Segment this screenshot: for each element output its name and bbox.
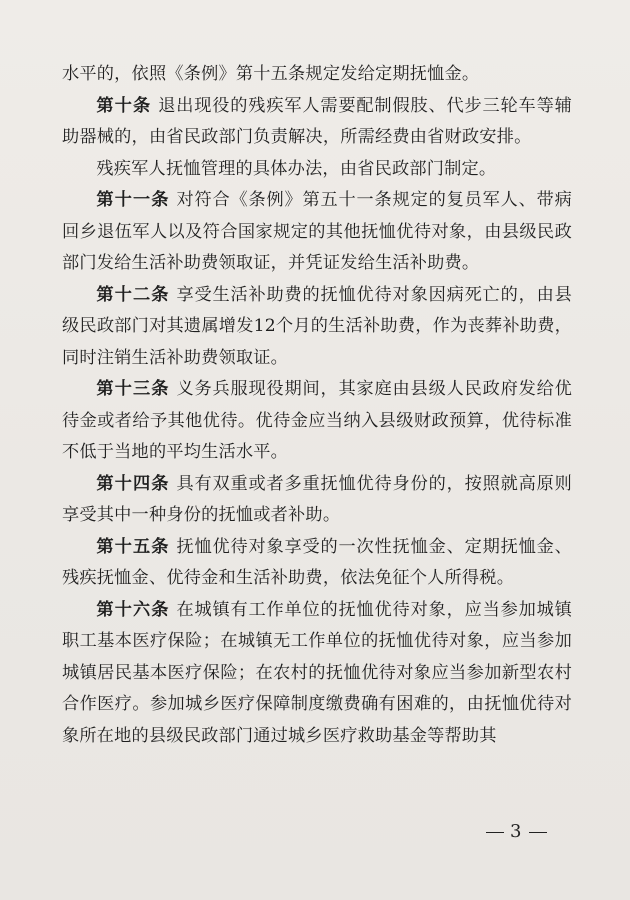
dash-left-icon [486, 832, 504, 833]
article-heading: 第十六条 [96, 599, 170, 620]
article-text: 抚恤优待对象享受的一次性抚恤金、定期抚恤金、残疾抚恤金、优待金和生活补助费，依法免征个人所得税。 [62, 536, 572, 588]
article-15 [62, 532, 572, 595]
paragraph-text: 残疾军人抚恤管理的具体办法，由省民政部门制定。 [96, 158, 497, 179]
article-heading: 第十条 [96, 95, 152, 116]
paragraph-plain [62, 154, 572, 186]
paragraph-text: 水平的，依照《条例》第十五条规定发给定期抚恤金。 [62, 64, 480, 84]
article-heading: 第十二条 [96, 284, 170, 305]
article-12 [62, 280, 572, 375]
page-number-value: 3 [510, 821, 524, 842]
article-text: 对符合《条例》第五十一条规定的复员军人、带病回乡退伍军人以及符合国家规定的其他抚恤优待对象，由县级民政部门发给生活补助费领取证，并凭证发给生活补助费。 [62, 190, 572, 273]
article-13 [62, 374, 572, 469]
article-16 [62, 595, 572, 753]
document-body [62, 59, 572, 752]
article-text: 退出现役的残疾军人需要配制假肢、代步三轮车等辅助器械的，由省民政部门负责解决，所需经费由省财政安排。 [62, 95, 572, 147]
article-heading: 第十三条 [96, 379, 170, 399]
article-text: 享受生活补助费的抚恤优待对象因病死亡的，由县级民政部门对其遗属增发12个月的生活补助费，作为丧葬补助费，同时注销生活补助费领取证。 [62, 284, 572, 368]
article-heading: 第十五条 [96, 536, 170, 557]
article-text: 义务兵服现役期间，其家庭由县级人民政府发给优待金或者给予其他优待。优待金应当纳入县级财政预算，优待标准不低于当地的平均生活水平。 [62, 379, 572, 462]
article-heading: 第十四条 [96, 473, 170, 494]
article-11 [62, 185, 572, 280]
article-10 [62, 91, 572, 154]
paragraph-continued [62, 59, 572, 91]
article-text: 在城镇有工作单位的抚恤优待对象，应当参加城镇职工基本医疗保险；在城镇无工作单位的抚恤优待对象，应当参加城镇居民基本医疗保险；在农村的抚恤优待对象应当参加新型农村合作医疗。参加城乡医疗保障制度缴费确有困难的，由抚恤优待对象所在地的县级民政部门通过城乡医疗救助基金等帮助其 [62, 599, 572, 746]
article-14 [62, 469, 572, 532]
article-text: 具有双重或者多重抚恤优待身份的，按照就高原则享受其中一种身份的抚恤或者补助。 [62, 473, 572, 525]
article-heading: 第十一条 [96, 190, 170, 210]
dash-right-icon [529, 832, 547, 833]
page-number [480, 820, 553, 844]
